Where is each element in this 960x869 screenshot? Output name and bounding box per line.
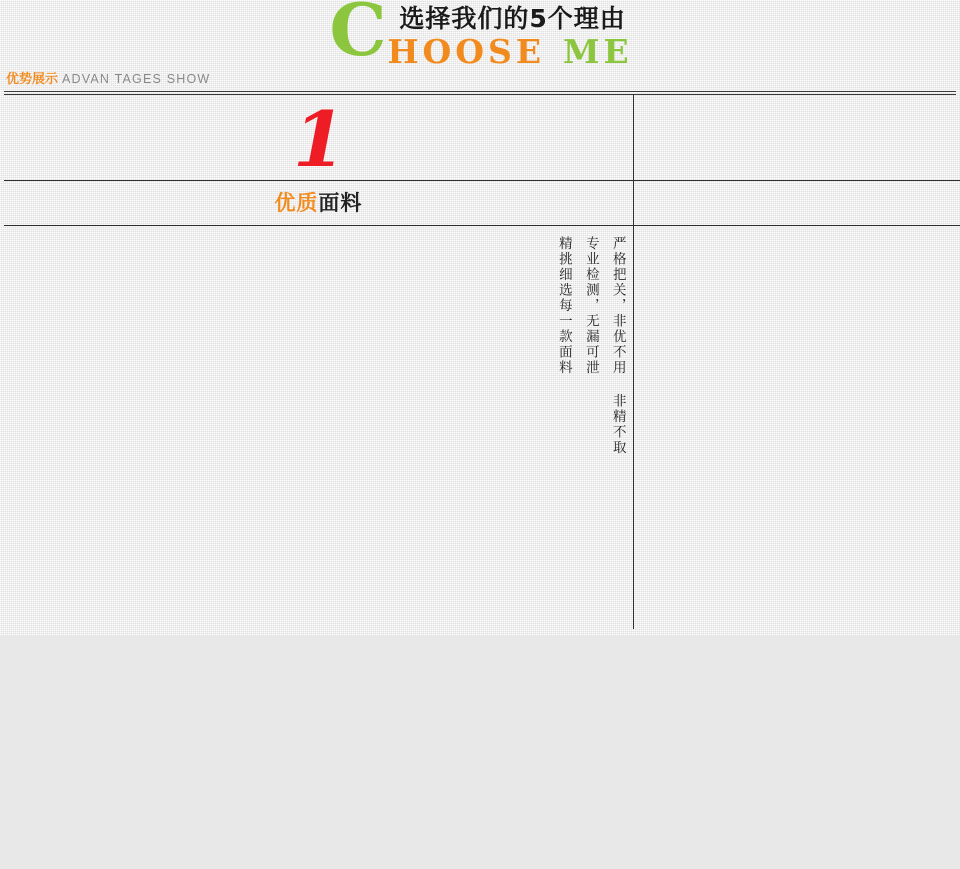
drop-cap-letter: C xyxy=(329,0,387,72)
section-subbar xyxy=(0,68,960,94)
reason-number xyxy=(634,94,960,180)
title-block xyxy=(329,0,633,72)
reasons-grid xyxy=(0,94,960,629)
reason-item-list xyxy=(4,226,633,629)
reason-headline-accent: 优质 xyxy=(274,191,319,215)
page-title-en-main: HOOSE xyxy=(387,32,545,71)
reason-item-list xyxy=(634,226,960,629)
list-item: 严格把关，非优不用 非精不取 xyxy=(609,236,626,456)
list-item: 专业检测，无漏可泄 xyxy=(582,236,599,376)
page-title-en xyxy=(387,34,632,70)
list-item: 精挑细选每一款面料 xyxy=(555,236,572,376)
reason-number: 1 xyxy=(292,95,344,184)
reason-headline xyxy=(634,180,960,226)
subbar-label-cn: 优势展示 xyxy=(6,72,59,87)
page-header xyxy=(0,0,960,72)
subbar-labels xyxy=(6,68,960,90)
reason-headline-plain: 面料 xyxy=(318,191,363,215)
page-title-en-accent: ME xyxy=(562,32,633,71)
reason-column-2 xyxy=(634,94,960,629)
reason-column-1 xyxy=(4,94,634,629)
reason-headline xyxy=(4,180,633,226)
subbar-label-en: ADVAN TAGES SHOW xyxy=(62,72,211,86)
page-title-cn: 选择我们的5个理由 xyxy=(399,4,626,33)
